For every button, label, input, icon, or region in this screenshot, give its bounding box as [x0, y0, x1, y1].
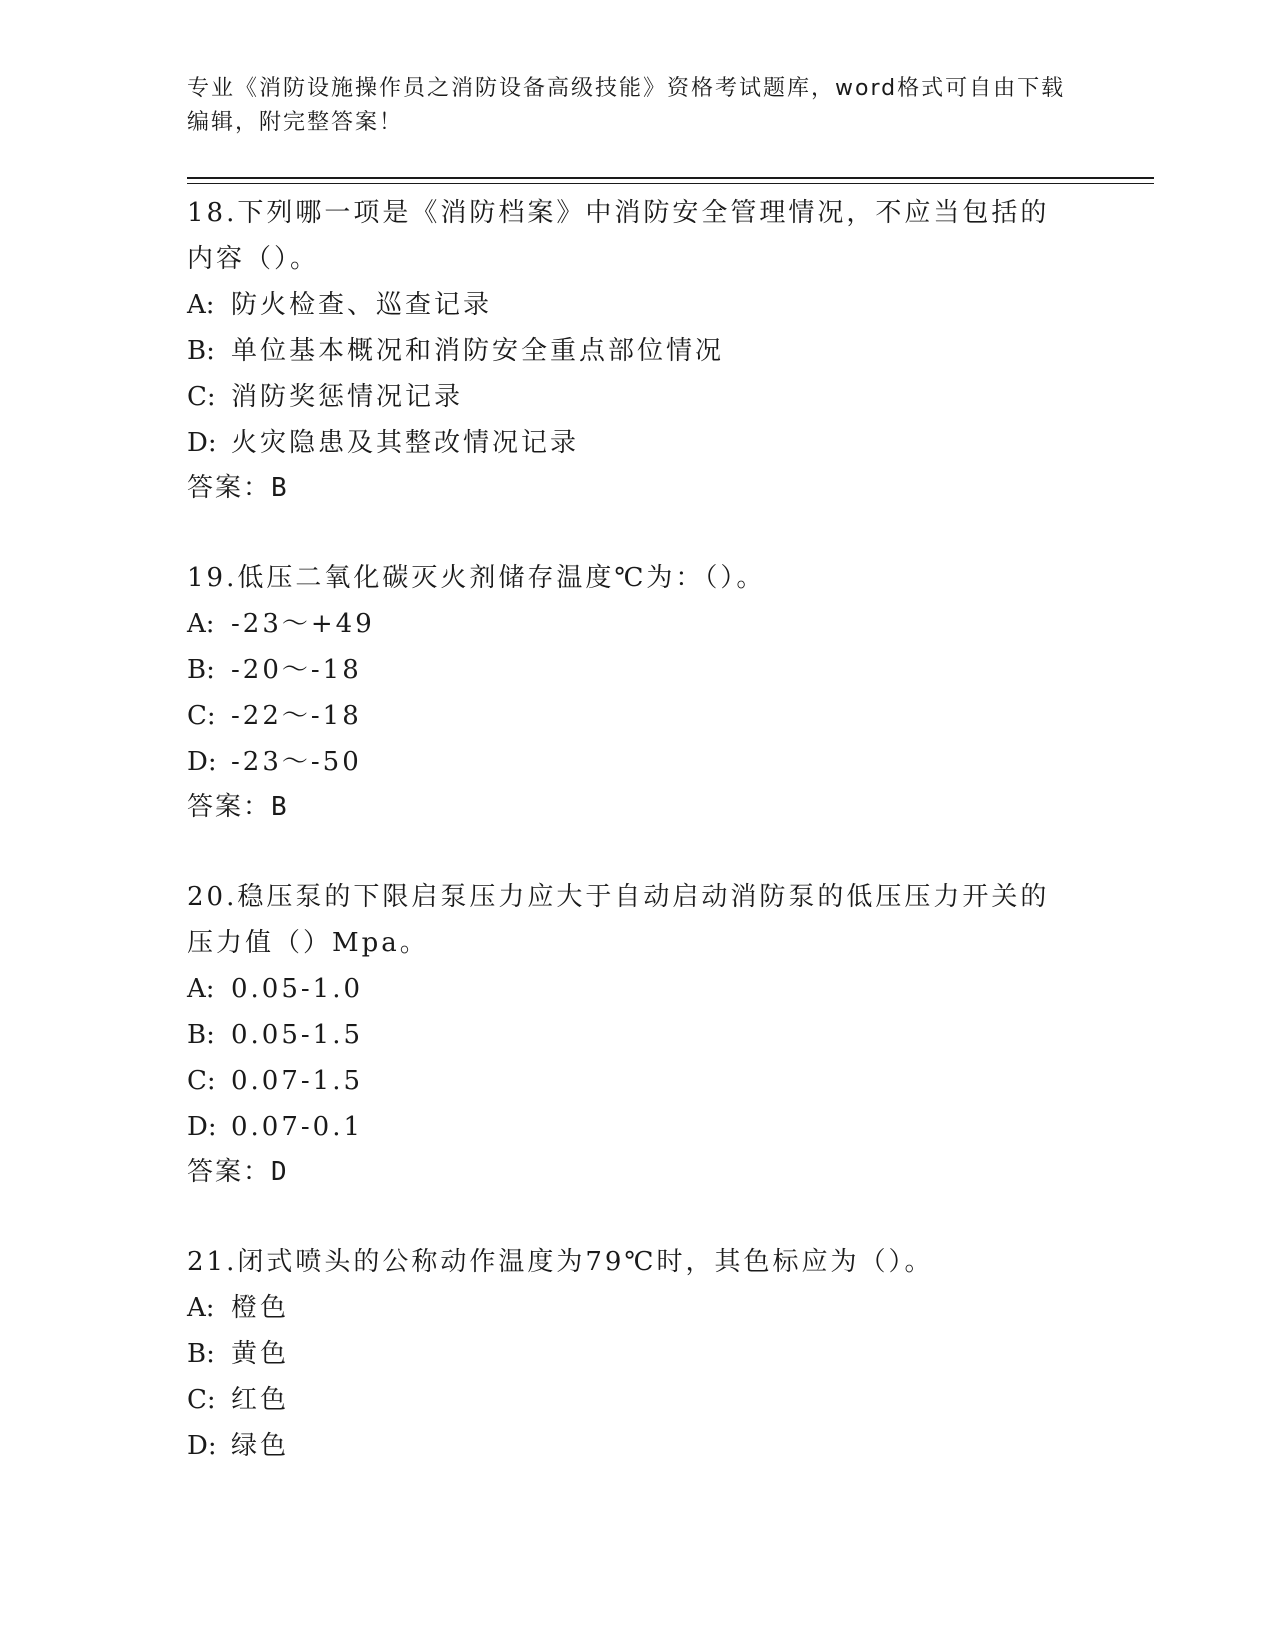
- option-c: [187, 374, 1087, 420]
- option-key: D:: [187, 1431, 217, 1461]
- option-key: D:: [187, 747, 217, 777]
- answer-label: 答案：: [187, 473, 272, 503]
- option-a: [187, 966, 1087, 1012]
- option-text: 0.05-1.0: [231, 974, 364, 1004]
- option-d: [187, 1423, 1087, 1469]
- option-key: C:: [187, 701, 216, 731]
- option-text: 消防奖惩情况记录: [231, 382, 464, 412]
- option-b: [187, 1012, 1087, 1058]
- option-text: 绿色: [231, 1431, 290, 1461]
- option-text: 黄色: [231, 1339, 290, 1369]
- question-21: [187, 1239, 1087, 1469]
- question-19: [187, 555, 1087, 829]
- option-b: [187, 328, 1087, 374]
- option-d: [187, 420, 1087, 466]
- answer-line: [187, 466, 1087, 510]
- option-text: 0.07-0.1: [231, 1112, 364, 1142]
- option-text: 橙色: [231, 1293, 290, 1323]
- option-key: A:: [187, 1293, 215, 1323]
- question-18: [187, 190, 1087, 510]
- question-list: [187, 190, 1087, 1514]
- option-c: [187, 693, 1087, 739]
- option-key: C:: [187, 1385, 216, 1415]
- question-stem: 19.低压二氧化碳灭火剂储存温度℃为：（）。: [187, 563, 766, 593]
- option-text: 红色: [231, 1385, 290, 1415]
- answer-line: [187, 785, 1087, 829]
- question-stem: 20.稳压泵的下限启泵压力应大于自动启动消防泵的低压压力开关的压力值（）Mpa。: [187, 882, 1050, 958]
- option-key: D:: [187, 1112, 217, 1142]
- answer-value: B: [271, 473, 287, 503]
- option-b: [187, 647, 1087, 693]
- option-key: B:: [187, 655, 215, 685]
- option-text: -23～+49: [231, 609, 375, 639]
- option-key: C:: [187, 382, 216, 412]
- option-text: 单位基本概况和消防安全重点部位情况: [231, 336, 725, 366]
- option-d: [187, 739, 1087, 785]
- question-stem: 21.闭式喷头的公称动作温度为79℃时，其色标应为（）。: [187, 1247, 934, 1277]
- option-c: [187, 1377, 1087, 1423]
- answer-value: D: [271, 1157, 287, 1187]
- option-key: C:: [187, 1066, 216, 1096]
- option-text: 火灾隐患及其整改情况记录: [231, 428, 580, 458]
- header-rule-thin: [187, 183, 1154, 184]
- option-key: B:: [187, 336, 215, 366]
- option-a: [187, 601, 1087, 647]
- option-text: 0.05-1.5: [231, 1020, 364, 1050]
- option-key: B:: [187, 1339, 215, 1369]
- option-c: [187, 1058, 1087, 1104]
- option-text: 0.07-1.5: [231, 1066, 364, 1096]
- question-20: [187, 874, 1087, 1194]
- option-b: [187, 1331, 1087, 1377]
- option-key: B:: [187, 1020, 215, 1050]
- header-rule-thick: [187, 177, 1154, 179]
- answer-label: 答案：: [187, 1157, 272, 1187]
- option-text: 防火检查、巡查记录: [231, 290, 493, 320]
- answer-label: 答案：: [187, 792, 272, 822]
- option-key: A:: [187, 609, 215, 639]
- option-text: -23～-50: [231, 747, 362, 777]
- option-a: [187, 1285, 1087, 1331]
- document-header: 专业《消防设施操作员之消防设备高级技能》资格考试题库，word格式可自由下载编辑，附完整答案！: [187, 76, 1066, 135]
- option-text: -20～-18: [231, 655, 362, 685]
- option-key: D:: [187, 428, 217, 458]
- answer-line: [187, 1150, 1087, 1194]
- answer-value: B: [271, 792, 287, 822]
- option-a: [187, 282, 1087, 328]
- option-key: A:: [187, 974, 215, 1004]
- option-key: A:: [187, 290, 215, 320]
- option-d: [187, 1104, 1087, 1150]
- question-stem: 18.下列哪一项是《消防档案》中消防安全管理情况，不应当包括的内容（）。: [187, 198, 1050, 274]
- option-text: -22～-18: [231, 701, 362, 731]
